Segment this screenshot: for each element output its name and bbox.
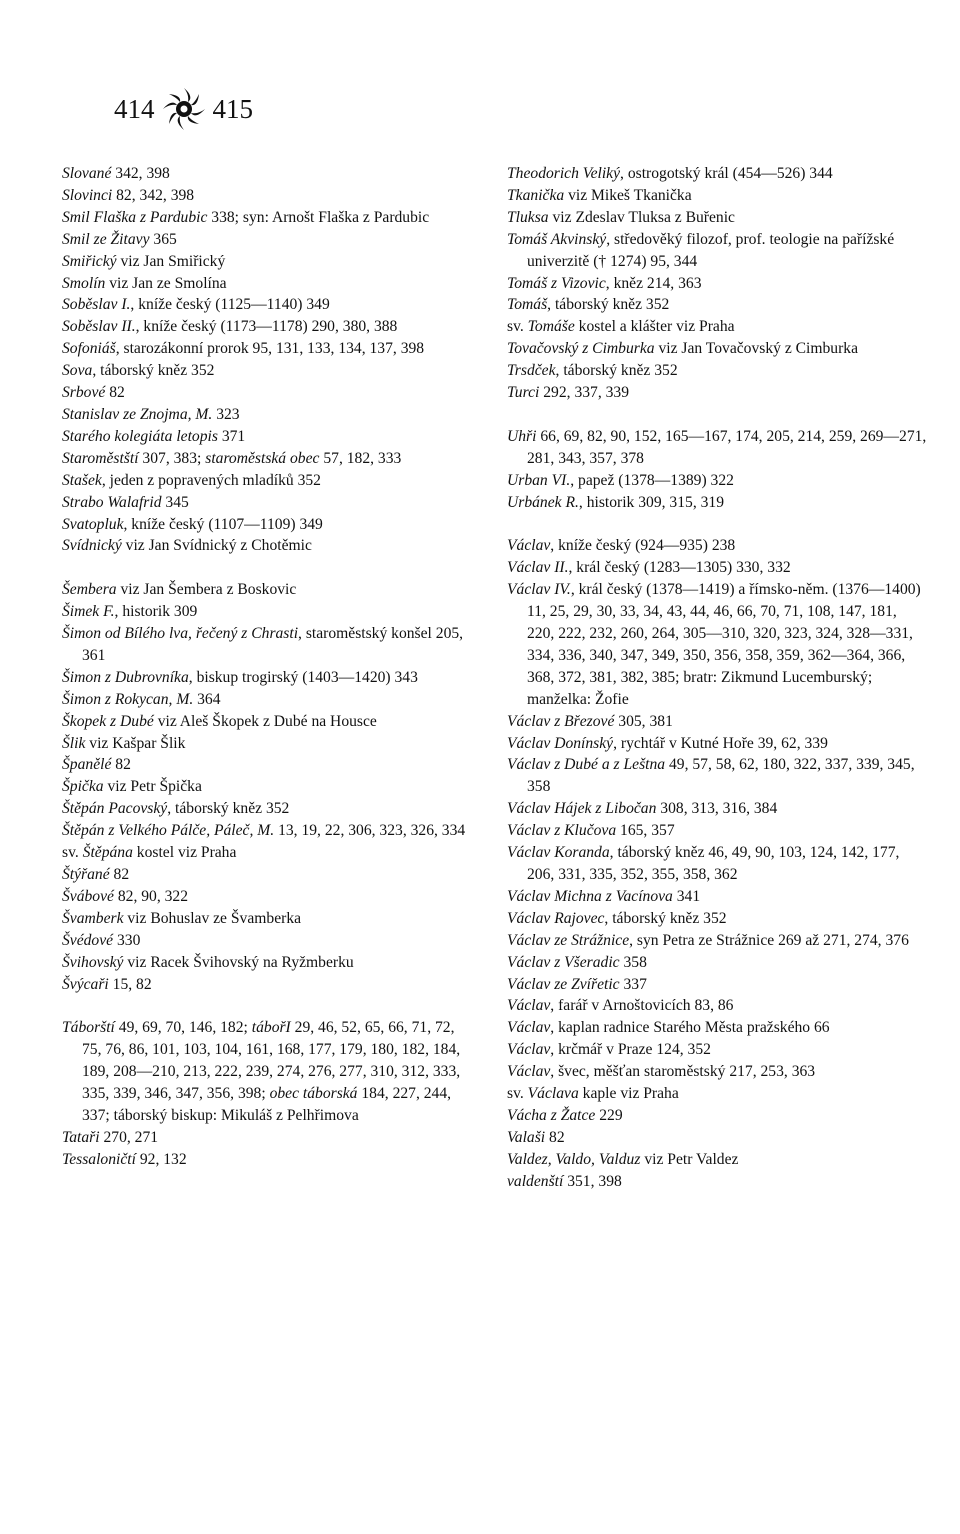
- entry-text: sv.: [507, 318, 528, 336]
- section-gap: [507, 404, 927, 426]
- entry-text: , starozákonní prorok 95, 131, 133, 134, 137, 398: [115, 340, 425, 358]
- index-entry: [62, 820, 472, 842]
- index-entry: [62, 514, 472, 536]
- index-entry: [507, 207, 927, 229]
- index-entry: [62, 689, 472, 711]
- index-entry: [62, 448, 472, 470]
- entry-text: , papež (1378—1389) 322: [570, 471, 734, 489]
- index-entry: [62, 579, 472, 601]
- entry-text: 82: [109, 865, 130, 883]
- index-entry: [62, 382, 472, 404]
- entry-text: viz Jan Smiřický: [116, 252, 226, 270]
- entry-heading: Václav Hájek z Libočan: [507, 800, 657, 818]
- entry-text: , kníže český (1107—1109) 349: [123, 515, 323, 533]
- entry-text: , farář v Arnoštovicích 83, 86: [550, 997, 734, 1015]
- left-page-number: 414: [114, 93, 155, 124]
- spiral-ornament-icon: [161, 86, 207, 132]
- entry-text: , historik 309: [114, 603, 198, 621]
- entry-text: , táborský kněz 352: [604, 909, 727, 927]
- index-entry: [507, 952, 927, 974]
- index-entry: [62, 776, 472, 798]
- entry-heading: Václav Koranda: [507, 844, 610, 862]
- index-entry: [507, 711, 927, 733]
- entry-heading: staroměstská obec: [205, 449, 320, 467]
- entry-heading: Šimek F.: [62, 603, 115, 621]
- entry-heading: Václav Rajovec: [507, 909, 605, 927]
- entry-text: 184, 227, 244, 337; táborský biskup: Mikuláš z Pelhřimova: [82, 1085, 452, 1124]
- index-entry: [62, 733, 472, 755]
- entry-text: , biskup trogirský (1403—1420) 343: [188, 668, 418, 686]
- entry-heading: Vácha z Žatce: [507, 1106, 596, 1124]
- entry-text: , táborský kněz 352: [167, 800, 290, 818]
- entry-text: 323: [212, 405, 240, 423]
- index-entry: [507, 185, 927, 207]
- index-entry: [507, 908, 927, 930]
- entry-heading: Václav: [507, 1063, 551, 1081]
- index-entry: [507, 886, 927, 908]
- entry-heading: tábořI: [251, 1019, 291, 1037]
- left-index-column: [62, 163, 472, 1171]
- entry-heading: Sova: [62, 362, 93, 380]
- entry-heading: Václav ze Zvířetic: [507, 975, 620, 993]
- index-entry: [62, 623, 472, 667]
- entry-heading: Španělé: [62, 756, 112, 774]
- index-entry: [62, 601, 472, 623]
- index-entry: [507, 754, 927, 798]
- entry-heading: Turci: [507, 384, 540, 402]
- entry-heading: Smiřický: [62, 252, 117, 270]
- entry-text: 82: [105, 384, 125, 402]
- entry-text: 342, 398: [111, 165, 170, 182]
- entry-heading: Václav: [507, 537, 551, 555]
- entry-text: , krčmář v Praze 124, 352: [550, 1041, 711, 1059]
- index-entry: [507, 492, 927, 514]
- entry-heading: Václav z Všeradic: [507, 953, 620, 971]
- index-entry: [507, 163, 927, 185]
- entry-heading: Tataři: [62, 1128, 100, 1146]
- entry-text: , táborský kněz 46, 49, 90, 103, 124, 142, 177, 206, 331, 335, 352, 355, 358, 362: [527, 844, 900, 883]
- index-entry: [62, 251, 472, 273]
- entry-text: 82: [111, 756, 131, 774]
- entry-text: 292, 337, 339: [539, 384, 630, 402]
- entry-heading: Václav IV.: [507, 581, 571, 599]
- index-entry: [62, 711, 472, 733]
- entry-heading: Soběslav II.: [62, 318, 136, 336]
- index-entry: [507, 842, 927, 886]
- entry-text: , ostrogotský král (454—526) 344: [620, 165, 833, 182]
- entry-text: , jeden z popravených mladíků 352: [101, 471, 321, 489]
- entry-text: kostel a klášter viz Praha: [574, 318, 735, 336]
- entry-text: , kníže český (1125—1140) 349: [130, 296, 330, 314]
- entry-heading: Svídnický: [62, 537, 122, 555]
- entry-text: 337: [619, 975, 647, 993]
- index-entry: [507, 294, 927, 316]
- section-gap: [62, 995, 472, 1017]
- entry-heading: Tomáš: [507, 296, 548, 314]
- entry-heading: Stašek: [62, 471, 102, 489]
- entry-heading: Šimon z Rokycan, M.: [62, 690, 194, 708]
- entry-text: , kněz 214, 363: [605, 274, 702, 292]
- entry-text: kaple viz Praha: [578, 1085, 679, 1103]
- entry-heading: Václav Michna z Vacínova: [507, 887, 673, 905]
- index-entry: [62, 404, 472, 426]
- index-entry: [507, 733, 927, 755]
- entry-text: sv.: [62, 844, 83, 862]
- index-entry: [62, 864, 472, 886]
- entry-text: viz Petr Špička: [103, 778, 202, 796]
- index-entry: [62, 842, 472, 864]
- index-entry: [507, 360, 927, 382]
- entry-heading: Urban VI.: [507, 471, 571, 489]
- entry-heading: Štěpán z Velkého Pálče, Páleč, M.: [62, 822, 275, 840]
- entry-text: , syn Petra ze Strážnice 269 až 271, 274, 376: [629, 931, 909, 949]
- entry-text: 341: [672, 887, 701, 905]
- index-entry: [507, 1105, 927, 1127]
- entry-text: 57, 182, 333: [319, 449, 402, 467]
- index-entry: [62, 952, 472, 974]
- entry-text: 307, 383;: [138, 449, 206, 467]
- entry-heading: Václav Donínský: [507, 734, 614, 752]
- index-entry: [62, 667, 472, 689]
- entry-heading: Smil ze Žitavy: [62, 230, 150, 248]
- entry-text: viz Jan ze Smolína: [105, 274, 227, 292]
- index-entry: [62, 754, 472, 776]
- entry-heading: Urbánek R.: [507, 493, 579, 511]
- entry-heading: Staroměstští: [62, 449, 139, 467]
- index-entry: [507, 273, 927, 295]
- index-entry: [507, 316, 927, 338]
- entry-heading: Václav z Klučova: [507, 822, 617, 840]
- entry-text: , král český (1283—1305) 330, 332: [568, 559, 791, 577]
- entry-heading: Šembera: [62, 581, 117, 599]
- entry-text: 92, 132: [135, 1150, 187, 1168]
- entry-heading: Soběslav I.: [62, 296, 131, 314]
- entry-heading: Škopek z Dubé: [62, 712, 154, 730]
- entry-text: viz Jan Svídnický z Chotěmic: [121, 537, 312, 555]
- index-entry: [62, 798, 472, 820]
- entry-heading: Švihovský: [62, 953, 124, 971]
- entry-heading: Svatopluk: [62, 515, 124, 533]
- entry-heading: Tovačovský z Cimburka: [507, 340, 655, 358]
- entry-heading: Švédové: [62, 931, 114, 949]
- entry-text: sv.: [507, 1085, 528, 1103]
- index-entry: [62, 273, 472, 295]
- index-entry: [507, 557, 927, 579]
- index-entry: [507, 579, 927, 710]
- index-entry: [62, 535, 472, 557]
- entry-text: viz Jan Šembera z Boskovic: [116, 581, 297, 599]
- index-entry: [507, 820, 927, 842]
- entry-text: 165, 357: [616, 822, 675, 840]
- entry-text: , staroměstský konšel 205, 361: [82, 625, 464, 664]
- entry-text: viz Racek Švihovský na Ryžmberku: [123, 953, 354, 971]
- entry-text: , rychtář v Kutné Hoře 39, 62, 339: [613, 734, 828, 752]
- entry-text: 49, 57, 58, 62, 180, 322, 337, 339, 345, 358: [527, 756, 915, 796]
- entry-text: 15, 82: [108, 975, 152, 993]
- index-entry: [62, 1149, 472, 1171]
- entry-heading: Václav ze Strážnice: [507, 931, 630, 949]
- index-entry: [507, 1039, 927, 1061]
- entry-heading: Tkanička: [507, 186, 565, 204]
- entry-text: 358: [619, 953, 647, 971]
- index-entry: [507, 382, 927, 404]
- entry-heading: Štěpán Pacovský: [62, 800, 168, 818]
- entry-heading: Smolín: [62, 274, 106, 292]
- entry-heading: Tomáš z Vizovic: [507, 274, 606, 292]
- entry-text: 345: [161, 493, 189, 511]
- entry-heading: Stanislav ze Znojma, M.: [62, 405, 213, 423]
- entry-text: , kaplan radnice Starého Města pražského 66: [550, 1019, 830, 1037]
- entry-text: viz Kašpar Šlik: [85, 734, 186, 752]
- entry-text: , středověký filozof, prof. teologie na pařížské univerzitě († 1274) 95, 344: [527, 230, 895, 270]
- entry-heading: Slované: [62, 165, 112, 182]
- entry-text: 305, 381: [614, 712, 673, 730]
- entry-heading: Strabo Walafrid: [62, 493, 162, 511]
- entry-text: 229: [595, 1106, 623, 1124]
- entry-heading: Šimon od Bílého lva, řečený z Chrasti: [62, 625, 299, 643]
- entry-heading: Štěpána: [82, 844, 133, 862]
- entry-text: 351, 398: [563, 1172, 622, 1190]
- index-entry: [62, 908, 472, 930]
- entry-text: viz Aleš Škopek z Dubé na Housce: [153, 712, 377, 730]
- entry-heading: Trsdček: [507, 362, 556, 380]
- index-entry: [62, 492, 472, 514]
- entry-heading: Sofoniáš: [62, 340, 116, 358]
- entry-heading: Václav: [507, 997, 551, 1015]
- index-entry: [62, 185, 472, 207]
- entry-text: 13, 19, 22, 306, 323, 326, 334: [274, 822, 466, 840]
- entry-text: viz Bohuslav ze Švamberka: [123, 909, 302, 927]
- entry-text: viz Zdeslav Tluksa z Buřenic: [548, 208, 735, 226]
- entry-text: , táborský kněz 352: [547, 296, 670, 314]
- entry-heading: Václav z Dubé a z Leštna: [507, 756, 666, 774]
- index-entry: [507, 930, 927, 952]
- index-entry: [507, 1083, 927, 1105]
- index-entry: [507, 426, 927, 470]
- index-entry: [62, 1127, 472, 1149]
- entry-heading: Tomáš Akvinský: [507, 230, 607, 248]
- index-entry: [62, 426, 472, 448]
- entry-text: 365: [149, 230, 177, 248]
- entry-heading: Theodorich Veliký: [507, 165, 621, 182]
- index-entry: [507, 470, 927, 492]
- entry-text: 82, 90, 322: [113, 887, 189, 905]
- entry-heading: obec táborská: [269, 1085, 358, 1103]
- entry-text: kostel viz Praha: [132, 844, 237, 862]
- entry-heading: Uhři: [507, 427, 537, 445]
- entry-text: 338; syn: Arnošt Flaška z Pardubic: [207, 208, 430, 226]
- entry-heading: valdenští: [507, 1172, 564, 1190]
- index-entry: [507, 798, 927, 820]
- entry-text: , táborský kněz 352: [555, 362, 678, 380]
- entry-heading: Špička: [62, 778, 104, 796]
- entry-text: , táborský kněz 352: [92, 362, 215, 380]
- entry-text: 82: [545, 1128, 565, 1146]
- entry-heading: Srbové: [62, 384, 106, 402]
- entry-heading: Šimon z Dubrovníka: [62, 668, 189, 686]
- index-entry: [62, 294, 472, 316]
- entry-text: , švec, měšťan staroměstský 217, 253, 363: [550, 1063, 816, 1081]
- page-header: [114, 86, 253, 132]
- entry-text: 66, 69, 82, 90, 152, 165—167, 174, 205, 214, 259, 269—271, 281, 343, 357, 378: [527, 427, 927, 467]
- index-entry: [62, 338, 472, 360]
- entry-heading: Václav z Březové: [507, 712, 615, 730]
- entry-text: , kníže český (924—935) 238: [550, 537, 736, 555]
- index-entry: [507, 338, 927, 360]
- index-entry: [62, 360, 472, 382]
- section-gap: [507, 513, 927, 535]
- entry-text: , kníže český (1173—1178) 290, 380, 388: [135, 318, 398, 336]
- index-entry: [507, 974, 927, 996]
- entry-text: , král český (1378—1419) a římsko-něm. (1376—1400) 11, 25, 29, 30, 33, 34, 43, 44, 46, 66, 70, 71, 108, 147, 181, 220, 222, 232, 260, 264, 305—310, 320, 323, 324, 328—331, 334, 336, 340, 347, 349, 350, 356, 358, 359, 362—364, 366, 368, 372, 381, 382, 385; bratr: Zikmund Lucemburský; manželka: Žofie: [527, 581, 921, 708]
- entry-text: 308, 313, 316, 384: [656, 800, 778, 818]
- index-entry: [507, 229, 927, 273]
- entry-heading: Tomáše: [527, 318, 575, 336]
- index-entry: [62, 886, 472, 908]
- index-entry: [62, 207, 472, 229]
- index-entry: [507, 1171, 927, 1193]
- index-entry: [507, 995, 927, 1017]
- index-entry: [507, 535, 927, 557]
- entry-heading: Valdez, Valdo, Valduz: [507, 1150, 641, 1168]
- entry-heading: Švábové: [62, 887, 114, 905]
- right-page-number: 415: [212, 93, 253, 124]
- index-entry: [62, 316, 472, 338]
- index-entry: [62, 974, 472, 996]
- index-entry: [62, 1017, 472, 1127]
- entry-text: 364: [193, 690, 221, 708]
- index-entry: [507, 1127, 927, 1149]
- entry-heading: Švamberk: [62, 909, 124, 927]
- entry-heading: Šlik: [62, 734, 86, 752]
- right-index-column: [507, 163, 927, 1193]
- entry-text: 29, 46, 52, 65, 66, 71, 72, 75, 76, 86, 101, 103, 104, 161, 168, 177, 179, 180, 182, 184, 189, 208—210, 213, 222, 239, 274, 276, 277, 310, 312, 333, 335, 339, 346, 347, 356, 398;: [82, 1019, 461, 1103]
- entry-text: viz Petr Valdez: [640, 1150, 739, 1168]
- index-entry: [507, 1149, 927, 1171]
- entry-heading: Václav: [507, 1019, 551, 1037]
- entry-heading: Táborští: [62, 1019, 115, 1037]
- entry-heading: Valaši: [507, 1128, 546, 1146]
- entry-text: , historik 309, 315, 319: [578, 493, 725, 511]
- entry-heading: Václav: [507, 1041, 551, 1059]
- entry-heading: Švýcaři: [62, 975, 109, 993]
- entry-heading: Starého kolegiáta letopis: [62, 427, 218, 445]
- section-gap: [62, 557, 472, 579]
- entry-heading: Václav II.: [507, 559, 569, 577]
- entry-text: 330: [113, 931, 141, 949]
- entry-heading: Tluksa: [507, 208, 549, 226]
- index-entry: [62, 470, 472, 492]
- entry-heading: Smil Flaška z Pardubic: [62, 208, 208, 226]
- entry-text: 49, 69, 70, 146, 182;: [114, 1019, 252, 1037]
- entry-text: 270, 271: [99, 1128, 159, 1146]
- entry-text: viz Jan Tovačovský z Cimburka: [654, 340, 859, 358]
- entry-heading: Tessaloničtí: [62, 1150, 136, 1168]
- entry-heading: Štýřané: [62, 865, 110, 883]
- entry-text: viz Mikeš Tkanička: [564, 186, 692, 204]
- entry-heading: Slovinci: [62, 186, 113, 204]
- entry-heading: Václava: [527, 1085, 579, 1103]
- entry-text: 82, 342, 398: [112, 186, 195, 204]
- index-entry: [507, 1061, 927, 1083]
- index-entry: [62, 229, 472, 251]
- index-entry: [507, 1017, 927, 1039]
- index-entry: [62, 163, 472, 185]
- index-entry: [62, 930, 472, 952]
- entry-text: 371: [217, 427, 246, 445]
